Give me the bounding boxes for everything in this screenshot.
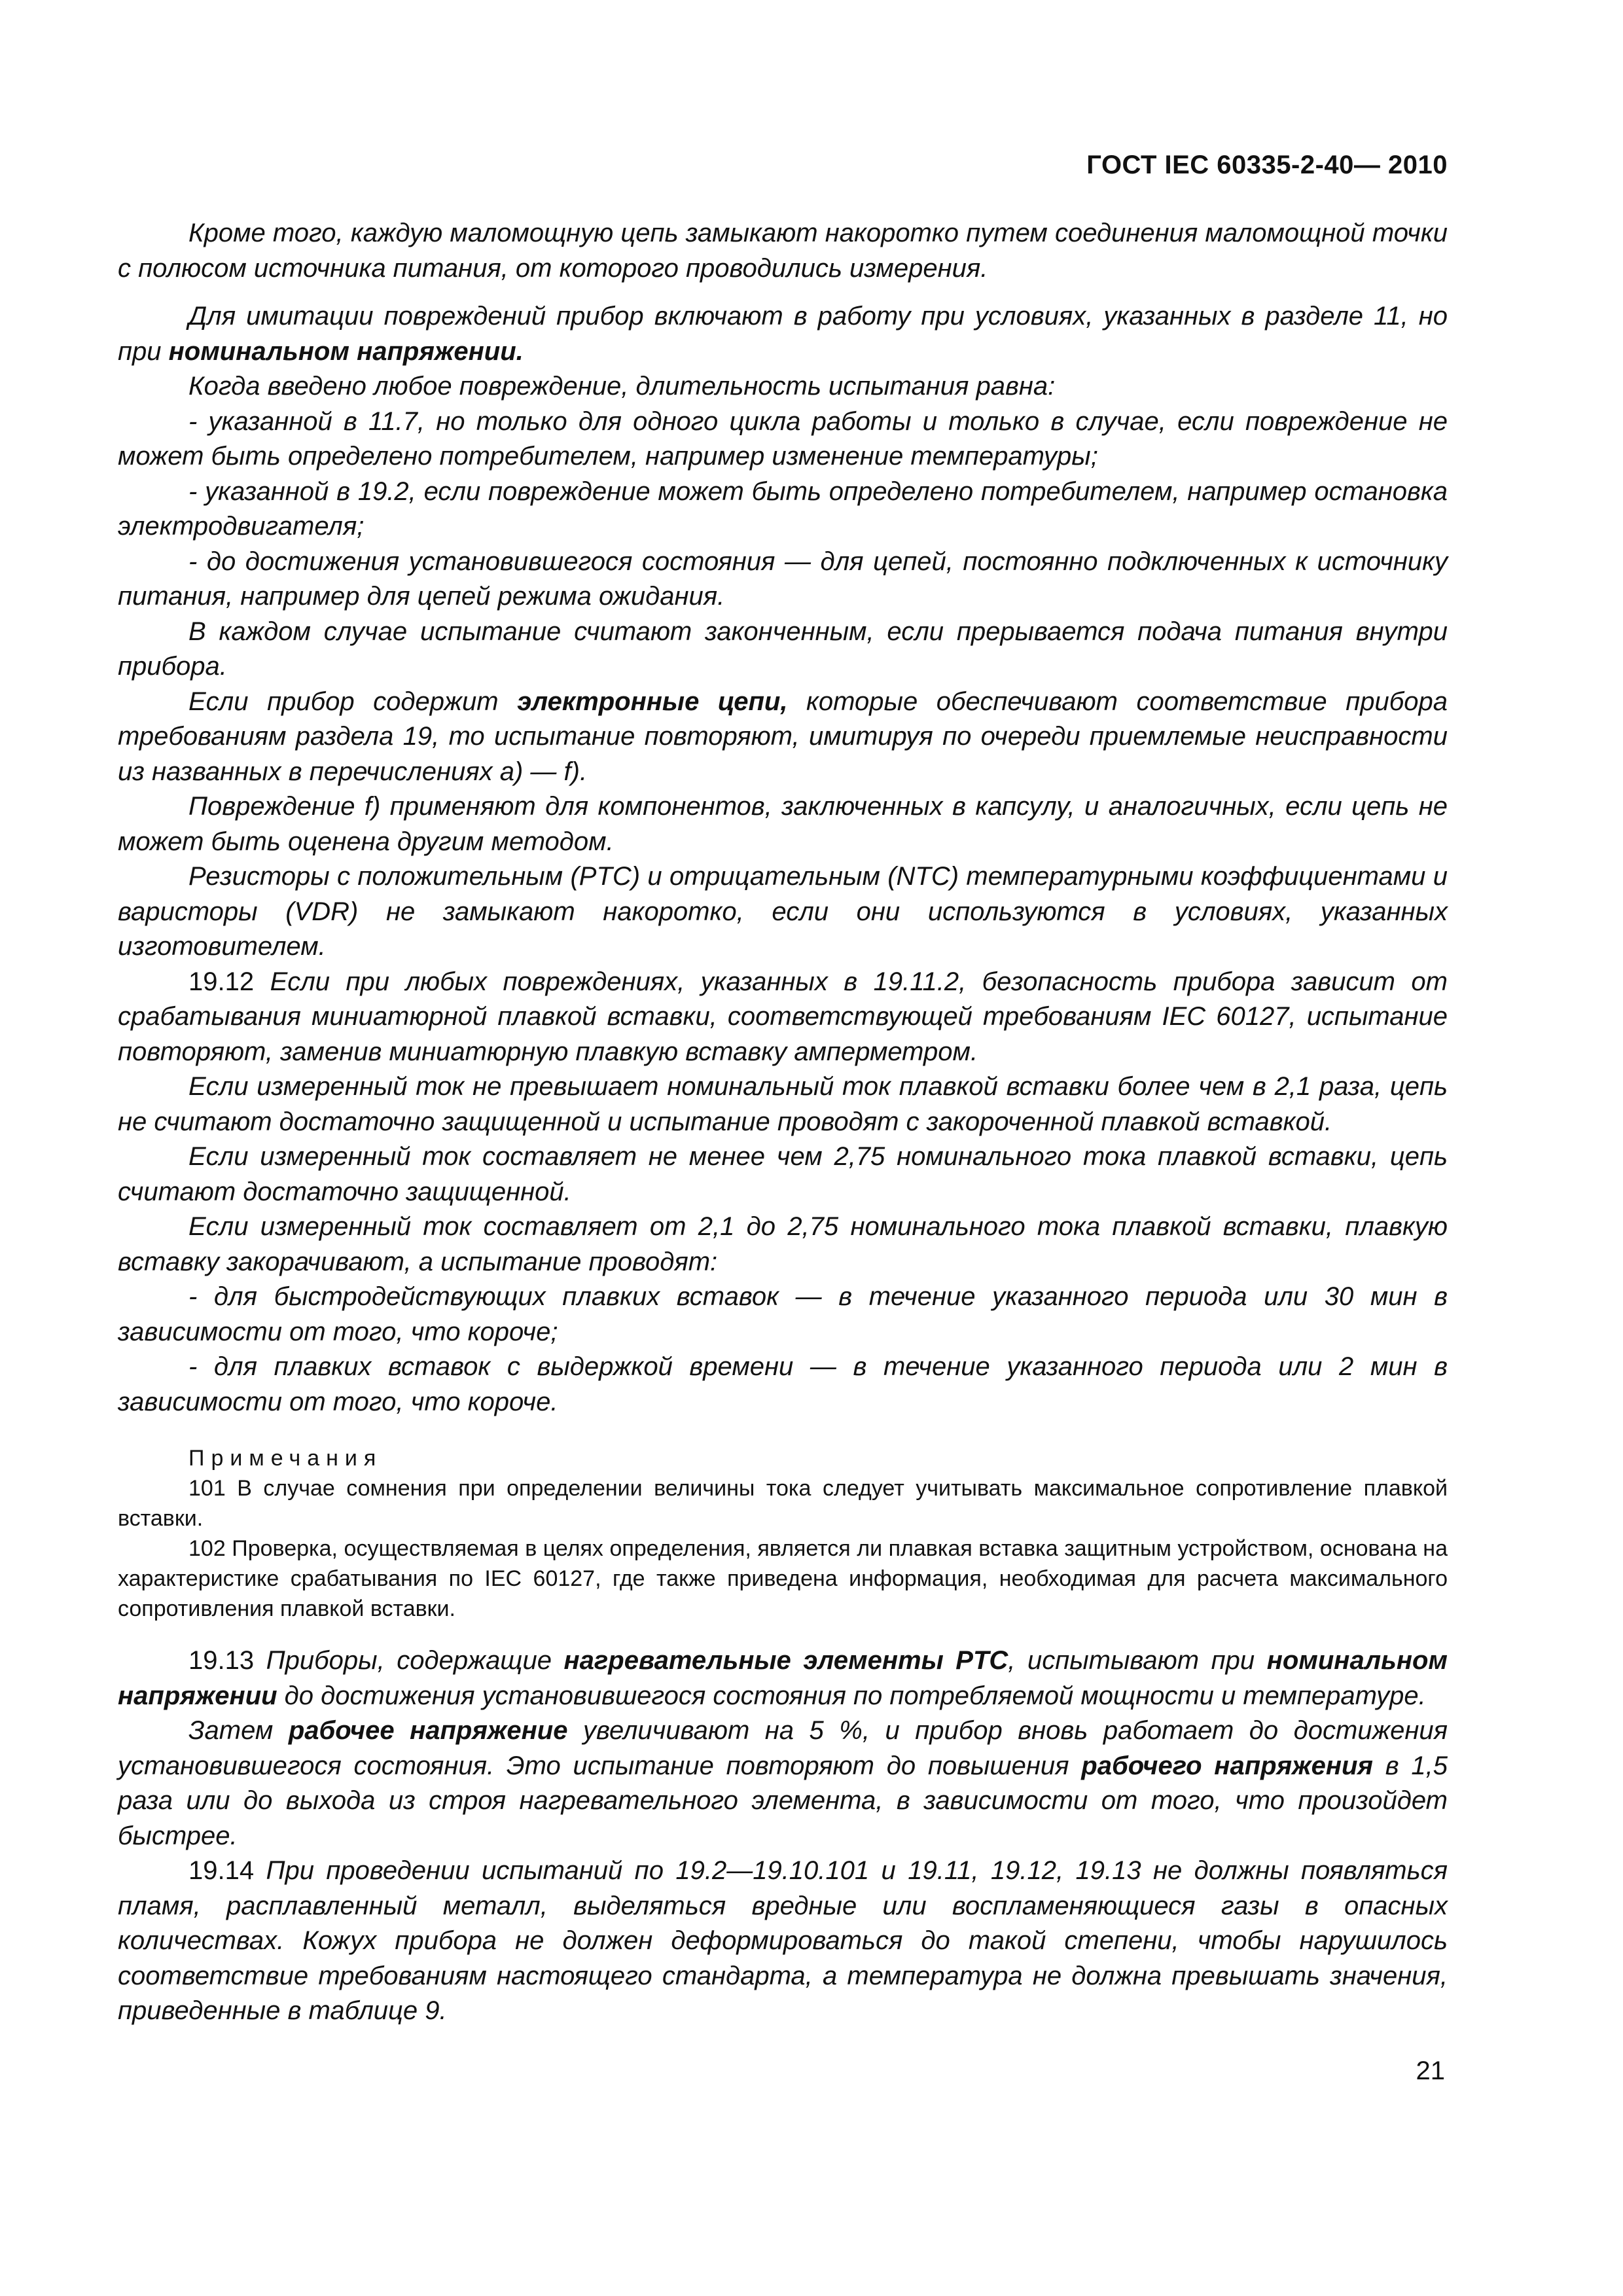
page-body	[118, 145, 1448, 2029]
paragraph: Если прибор содержит электронные цепи, которые обеспечивают соответствие прибора требованиям раздела 19, то испытание повторяют, имитируя по очереди приемлемые неисправности из названных в перечислениях а) — f).	[118, 687, 1448, 786]
term: электронные цепи,	[517, 687, 788, 716]
paragraph: Резисторы с положительным (PTC) и отрицательным (NTC) температурными коэффициентами и варисторы (VDR) не замыкают накоротко, если они используются в условиях, указанных изготовителем.	[118, 862, 1448, 961]
list-item: - указанной в 11.7, но только для одного цикла работы и только в случае, если повреждение не может быть определено потребителем, например изменение температуры;	[118, 406, 1448, 471]
notes-title: Примечания	[188, 1446, 383, 1471]
paragraph: Если измеренный ток не превышает номинальный ток плавкой вставки более чем в 2,1 раза, цепь не считают достаточно защищенной и испытание проводят с закороченной плавкой вставкой.	[118, 1072, 1448, 1136]
term: рабочее напряжение	[288, 1716, 568, 1745]
term: нагревательные элементы PTC	[563, 1646, 1008, 1675]
term: номинальном напряжении.	[168, 336, 524, 366]
paragraph: Когда введено любое повреждение, длительность испытания равна:	[188, 372, 1056, 401]
note-102: 102 Проверка, осуществляемая в целях определения, является ли плавкая вставка защитным устройством, основана на характеристике срабатывания по IEC 60127, где также приведена информация, необходимая для расчета максимального сопротивления плавкой вставки.	[118, 1536, 1448, 1621]
clause-19-13: 19.13 Приборы, содержащие нагревательные элементы PTC, испытывают при номинальном напряжении до достижения установившегося состояния по потребляемой мощности и температуре.	[118, 1646, 1448, 1710]
clause-number: 19.14	[188, 1856, 255, 1885]
paragraph: Если измеренный ток составляет от 2,1 до 2,75 номинального тока плавкой вставки, плавкую вставку закорачивают, а испытание проводят:	[118, 1212, 1448, 1276]
list-item: - указанной в 19.2, если повреждение может быть определено потребителем, например остановка электродвигателя;	[118, 476, 1448, 541]
paragraph: В каждом случае испытание считают законченным, если прерывается подача питания внутри прибора.	[118, 617, 1448, 681]
note-101: 101 В случае сомнения при определении величины тока следует учитывать максимальное сопротивление плавкой вставки.	[118, 1476, 1448, 1531]
list-item: - для плавких вставок с выдержкой времени — в течение указанного периода или 2 мин в зависимости от того, что короче.	[118, 1352, 1448, 1416]
term: номинальном напряжении	[118, 1646, 1448, 1710]
paragraph: Если измеренный ток составляет не менее чем 2,75 номинального тока плавкой вставки, цепь считают достаточно защищенной.	[118, 1142, 1448, 1206]
list-item: - до достижения установившегося состояния — для цепей, постоянно подключенных к источнику питания, например для цепей режима ожидания.	[118, 547, 1448, 611]
term: рабочего напряжения	[1081, 1751, 1373, 1780]
clause-number: 19.12	[188, 967, 255, 996]
clause-number: 19.13	[188, 1646, 255, 1675]
clause-19-14: 19.14 При проведении испытаний по 19.2—19.10.101 и 19.11, 19.12, 19.13 не должны появляться пламя, расплавленный металл, выделяться вредные или воспламеняющиеся газы в опасных количествах. Кожух прибора не должен деформироваться до такой степени, чтобы нарушилось соответствие требованиям настоящего стандарта, а температура не должна превышать значения, приведенные в таблице 9.	[118, 1856, 1448, 2025]
paragraph: Для имитации повреждений прибор включают в работу при условиях, указанных в разделе 11, но при номинальном напряжении.	[118, 302, 1448, 366]
paragraph: Повреждение f) применяют для компонентов, заключенных в капсулу, и аналогичных, если цепь не может быть оценена другим методом.	[118, 792, 1448, 856]
list-item: - для быстродействующих плавких вставок — в течение указанного периода или 30 мин в зависимости от того, что короче;	[118, 1282, 1448, 1346]
clause-19-12: 19.12 Если при любых повреждениях, указанных в 19.11.2, безопасность прибора зависит от срабатывания миниатюрной плавкой вставки, соответствующей требованиям IEC 60127, испытание повторяют, заменив миниатюрную плавкую вставку амперметром.	[118, 967, 1448, 1066]
document-header: ГОСТ IEC 60335-2-40— 2010	[1086, 151, 1448, 179]
paragraph: Кроме того, каждую маломощную цепь замыкают накоротко путем соединения маломощной точки с полюсом источника питания, от которого проводились измерения.	[118, 219, 1448, 283]
paragraph: Затем рабочее напряжение увеличивают на 5 %, и прибор вновь работает до достижения установившегося состояния. Это испытание повторяют до повышения рабочего напряжения в 1,5 раза или до выхода из строя нагревательного элемента, в зависимости от того, что произойдет быстрее.	[118, 1716, 1448, 1850]
page-number: 21	[1416, 2056, 1445, 2085]
